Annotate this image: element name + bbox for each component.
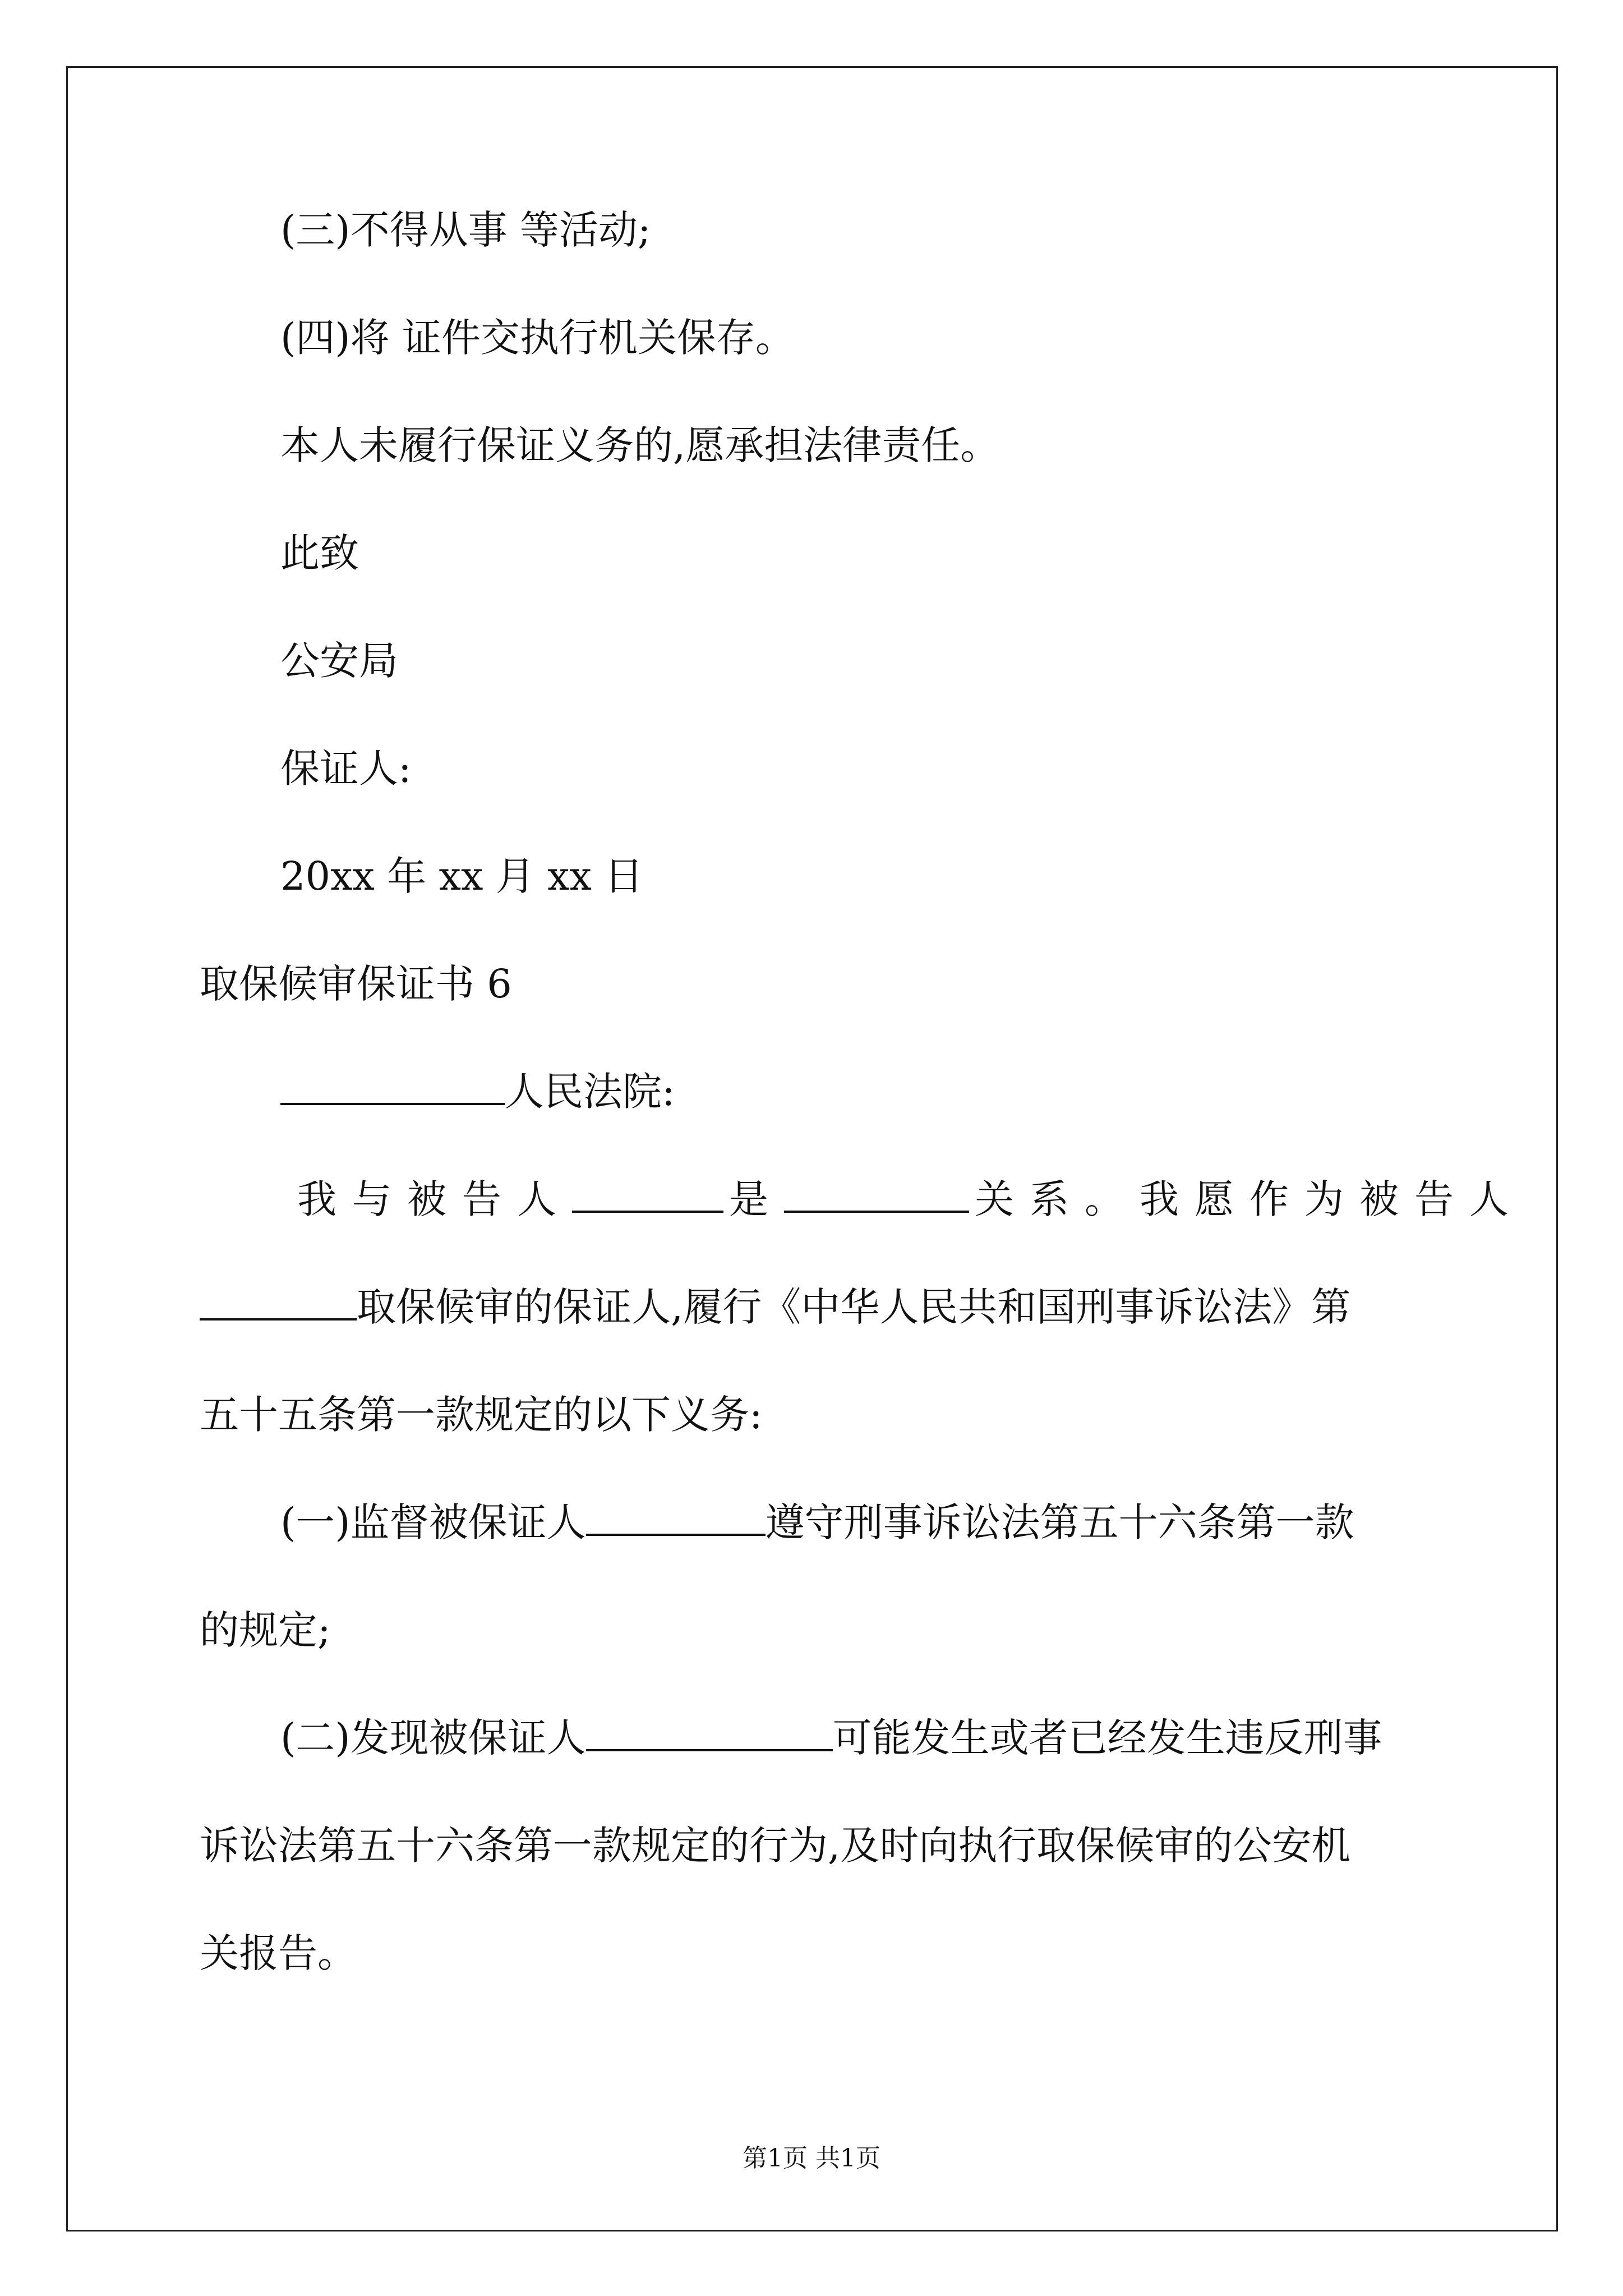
defendant-name-blank[interactable] [572, 1171, 723, 1213]
page-border [66, 66, 1558, 2231]
page-number-footer: 第1页 共1页 [743, 2144, 880, 2173]
para1-line1 [297, 1171, 1524, 1227]
para1-line3: 五十五条第一款规定的以下义务: [200, 1392, 763, 1438]
recipient: 公安局 [280, 638, 398, 684]
duty1-prefix: (一)监督被保证人 [280, 1499, 586, 1545]
para1-part-c: 关系。我愿作为被告人 [975, 1176, 1524, 1222]
clause-3: (三)不得从事 等活动; [280, 207, 651, 253]
relationship-blank[interactable] [784, 1171, 969, 1213]
duty2-line2: 诉讼法第五十六条第一款规定的行为,及时向执行取保候审的公安机 [200, 1823, 1351, 1869]
duty2-suffix: 可能发生或者已经发生违反刑事 [832, 1715, 1382, 1761]
para1-part-a: 我与被告人 [297, 1176, 572, 1222]
para1-part-b: 是 [729, 1176, 784, 1222]
duty2-line1 [280, 1710, 1382, 1766]
duty2-prefix: (二)发现被保证人 [280, 1715, 586, 1761]
duty1-line2: 的规定; [200, 1607, 331, 1653]
court-name-blank[interactable] [280, 1064, 505, 1105]
duty2-line3: 关报告。 [200, 1930, 357, 1976]
court-address-line [280, 1064, 675, 1120]
salutation: 此致 [280, 530, 359, 576]
para1-line2 [200, 1279, 1350, 1335]
guaranteed-person-blank-2[interactable] [586, 1710, 833, 1751]
clause-4: (四)将 证件交执行机关保存。 [280, 315, 795, 361]
para1-line2-tail: 取保候审的保证人,履行《中华人民共和国刑事诉讼法》第 [357, 1284, 1351, 1330]
duty1-suffix: 遵守刑事诉讼法第五十六条第一款 [765, 1499, 1354, 1545]
duty1-line1 [280, 1494, 1354, 1550]
date-line: 20xx 年 xx 月 xx 日 [280, 853, 644, 899]
section-title: 取保候审保证书 6 [200, 961, 512, 1007]
liability-statement: 本人未履行保证义务的,愿承担法律责任。 [280, 422, 1000, 468]
defendant-name-blank-2[interactable] [200, 1279, 357, 1320]
guarantor-signature-label: 保证人: [280, 746, 412, 792]
court-suffix: 人民法院: [505, 1069, 675, 1115]
guaranteed-person-blank-1[interactable] [586, 1494, 766, 1536]
